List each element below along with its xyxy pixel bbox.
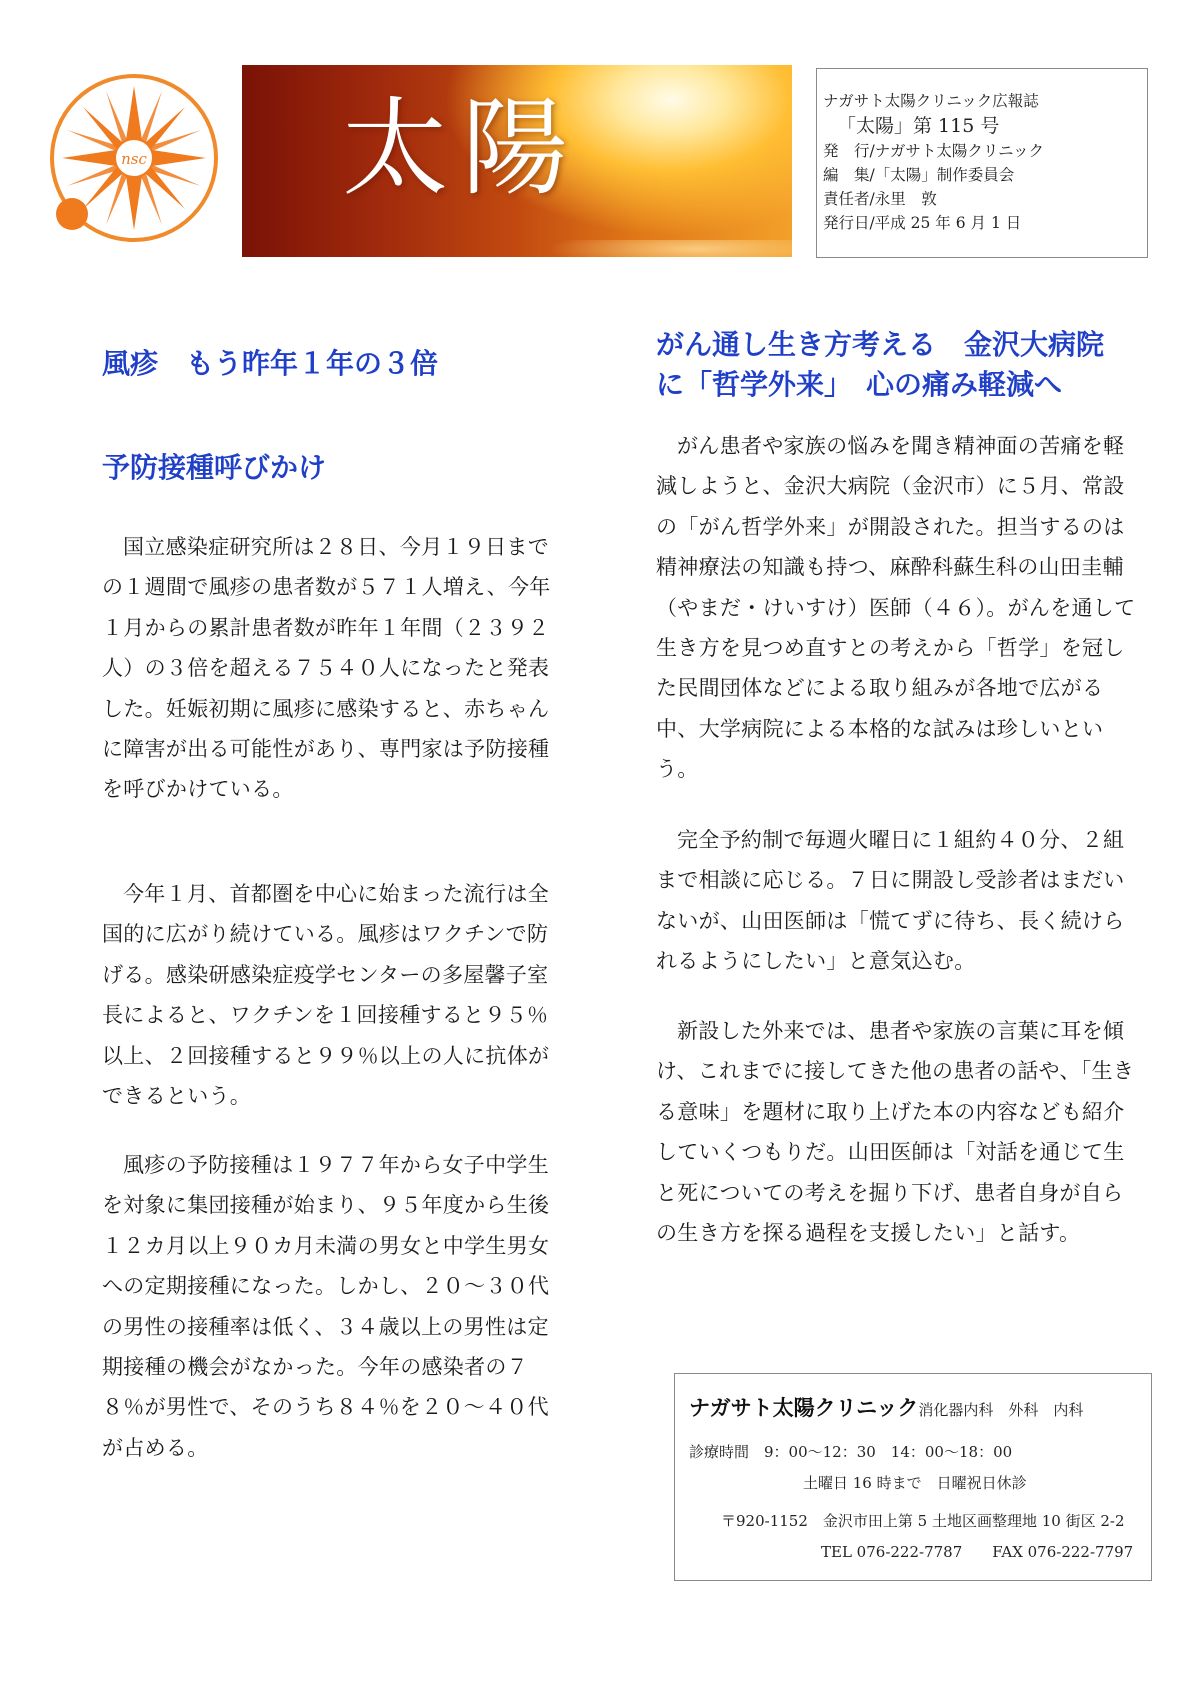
publication-info-box — [816, 68, 1148, 258]
clinic-info-box — [674, 1373, 1152, 1581]
clinic-departments: 消化器内科 外科 内科 — [918, 1401, 1084, 1419]
logo-mark: nsc — [121, 150, 147, 168]
left-paragraph-2: 今年１月、首都圏を中心に始まった流行は全国的に広がり続けている。風疹はワクチンで防げる。感染研感染症疫学センターの多屋馨子室長によると、ワクチンを１回接種すると９５％以上、２回接種すると９９％以上の人に抗体ができるという。 — [102, 882, 550, 1109]
left-paragraph-3: 風疹の予防接種は１９７７年から女子中学生を対象に集団接種が始まり、９５年度から生後１２カ月以上９０カ月未満の男女と中学生男女への定期接種になった。しかし、２０～３０代の男性の接種率は低く、３４歳以上の男性は定期接種の機会がなかった。今年の感染者の７８％が男性で、そのうち８４％を２０～４０代が占める。 — [102, 1153, 550, 1460]
responsible-line: 責任者/永里 敦 — [823, 190, 937, 208]
sun-logo — [44, 68, 224, 248]
clinic-address: 〒920-1152 金沢市田上第 5 土地区画整理地 10 街区 2-2 — [721, 1512, 1125, 1530]
issuer-line: 発 行/ナガサト太陽クリニック — [823, 142, 1044, 160]
clinic-phone: TEL 076-222-7787 FAX 076-222-7797 — [821, 1543, 1134, 1561]
clinic-saturday: 土曜日 16 時まで 日曜祝日休診 — [803, 1474, 1027, 1492]
left-subheadline: 予防接種呼びかけ — [102, 451, 327, 484]
issue-date: 発行日/平成 25 年 6 月 1 日 — [823, 214, 1022, 232]
left-paragraph-1: 国立感染症研究所は２８日、今月１９日までの１週間で風疹の患者数が５７１人増え、今年１月からの累計患者数が昨年１年間（２３９２人）の３倍を超える７５４０人になったと発表した。妊娠初期に風疹に感染すると、赤ちゃんに障害が出る可能性があり、専門家は予防接種を呼びかけている。 — [102, 535, 551, 802]
logo-dot — [56, 198, 88, 230]
clinic-name-row — [689, 1392, 1083, 1422]
banner-title: 太陽 — [342, 87, 582, 210]
header-banner — [242, 65, 792, 257]
right-headline-line-1: がん通し生き方考える 金沢大病院 — [656, 328, 1105, 361]
right-paragraph-3: 新設した外来では、患者や家族の言葉に耳を傾け、これまでに接してきた他の患者の話や、「生きる意味」を題材に取り上げた本の内容なども紹介していくつもりだ。山田医師は「対話を通じて生と死についての考えを掘り下げ、患者自身が自らの生き方を探る過程を支援したい」と話す。 — [656, 1019, 1135, 1246]
left-headline: 風疹 もう昨年１年の３倍 — [102, 347, 439, 380]
right-paragraph-1: がん患者や家族の悩みを聞き精神面の苦痛を軽減しようと、金沢大病院（金沢市）に５月、常設の「がん哲学外来」が開設された。担当するのは精神療法の知識も持つ、麻酔科蘇生科の山田圭輔（やまだ・けいすけ）医師（４６）。がんを通して生き方を見つめ直すとの考えから「哲学」を冠した民間団体などによる取り組みが各地で広がる中、大学病院による本格的な試みは珍しいという。 — [656, 434, 1136, 782]
issue-number: 「太陽」第 115 号 — [837, 115, 1000, 137]
right-headline-line-2: に「哲学外来」 心の痛み軽減へ — [656, 368, 1063, 401]
right-paragraph-2: 完全予約制で毎週火曜日に１組約４０分、２組まで相談に応じる。７日に開設し受診者はまだいないが、山田医師は「慌てずに待ち、長く続けられるようにしたい」と意気込む。 — [656, 828, 1125, 974]
publisher-line: ナガサト太陽クリニック広報誌 — [823, 92, 1039, 110]
clinic-name: ナガサト太陽クリニック — [689, 1396, 919, 1420]
editor-line: 編 集/「太陽」制作委員会 — [823, 166, 1015, 184]
clinic-hours: 診療時間 9：00～12：30 14：00～18：00 — [689, 1443, 1013, 1461]
banner-flare — [547, 240, 792, 257]
